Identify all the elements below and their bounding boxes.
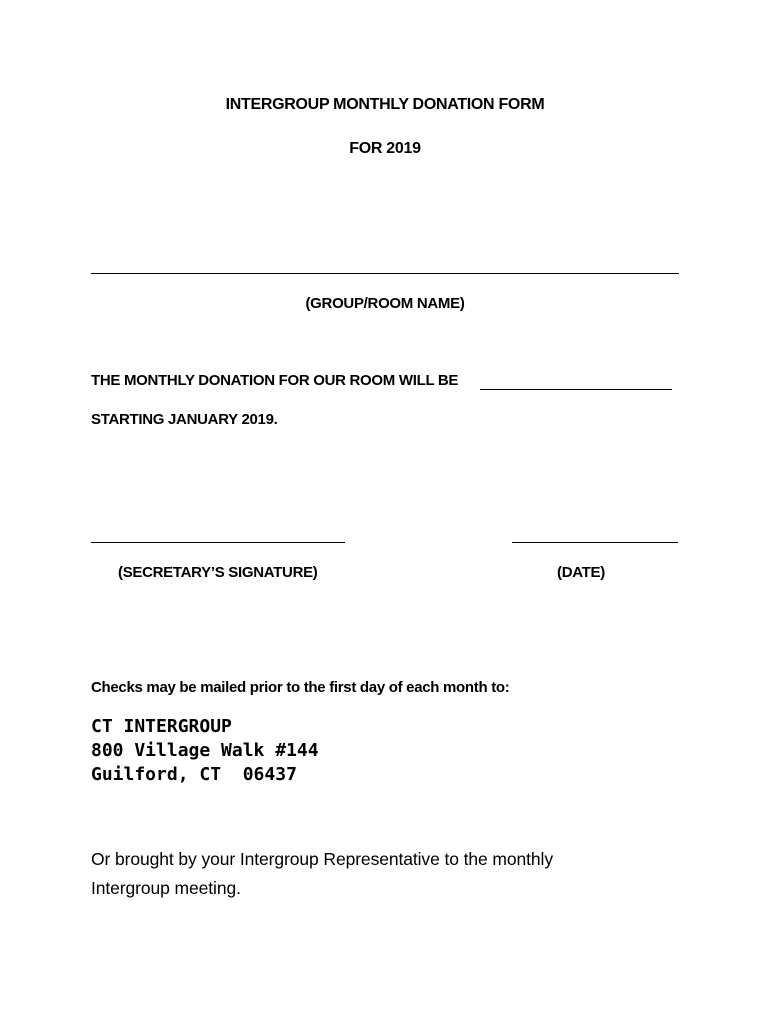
date-line[interactable] (512, 542, 678, 543)
group-name-label: (GROUP/ROOM NAME) (305, 295, 465, 312)
donation-statement: THE MONTHLY DONATION FOR OUR ROOM WILL BE (91, 372, 459, 389)
signature-label: (SECRETARY’S SIGNATURE) (118, 564, 318, 581)
date-label: (DATE) (557, 564, 605, 581)
closing-line-2: Intergroup meeting. (91, 878, 241, 898)
address-line-1: CT INTERGROUP (91, 716, 232, 737)
address-line-2: 800 Village Walk #144 (91, 740, 319, 761)
address-line-3: Guilford, CT 06437 (91, 764, 297, 785)
form-title: INTERGROUP MONTHLY DONATION FORM (225, 96, 545, 113)
mailing-instruction: Checks may be mailed prior to the first day of each month to: (91, 679, 510, 696)
starting-statement: STARTING JANUARY 2019. (91, 411, 278, 428)
signature-line[interactable] (91, 542, 345, 543)
form-subtitle: FOR 2019 (349, 140, 421, 157)
donation-amount-line[interactable] (480, 389, 672, 390)
group-name-line[interactable] (91, 273, 679, 274)
closing-line-1: Or brought by your Intergroup Representative to the monthly (91, 849, 553, 869)
